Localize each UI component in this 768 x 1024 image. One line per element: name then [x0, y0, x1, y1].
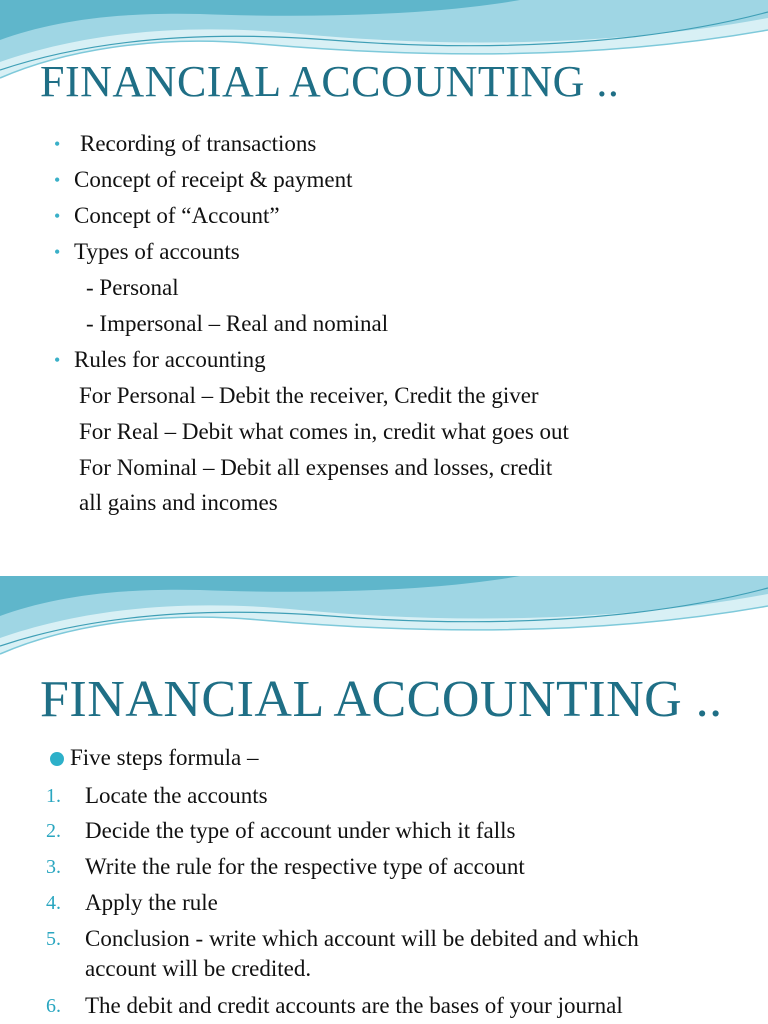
bullet-text: Types of accounts: [74, 239, 240, 264]
step-number: 6.: [46, 995, 61, 1017]
slide-title: FINANCIAL ACCOUNTING ..: [40, 57, 620, 106]
step-text: Write the rule for the respective type of account: [85, 854, 525, 879]
step-text: Locate the accounts: [85, 783, 268, 808]
bullet-text: Concept of receipt & payment: [74, 167, 353, 192]
step-number: 3.: [46, 856, 61, 878]
rule-text: For Real – Debit what comes in, credit what goes out: [79, 419, 569, 444]
rule-text: For Nominal – Debit all expenses and losses, credit: [79, 455, 553, 480]
step-text: Conclusion - write which account will be debited and which: [85, 926, 639, 951]
large-bullet-dot-icon: [50, 752, 64, 766]
step-number: 5.: [46, 928, 61, 950]
rule-text: For Personal – Debit the receiver, Credit the giver: [79, 383, 539, 408]
bullet-dot-icon: •: [54, 170, 61, 190]
slide-2: [0, 576, 768, 1024]
bullet-dot-icon: •: [54, 350, 61, 370]
slide-title: FINANCIAL ACCOUNTING ..: [40, 671, 723, 728]
header-swoosh-decoration: [0, 576, 768, 666]
step-text-continued: account will be credited.: [85, 956, 312, 981]
step-text: Apply the rule: [85, 890, 218, 915]
sub-item-text: - Impersonal – Real and nominal: [86, 311, 389, 336]
step-number: 2.: [46, 820, 61, 842]
bullet-text: Recording of transactions: [80, 131, 317, 156]
bullet-text: Concept of “Account”: [74, 203, 280, 228]
bullet-dot-icon: •: [54, 134, 61, 154]
step-text: Decide the type of account under which it falls: [85, 818, 516, 843]
sub-item-text: - Personal: [86, 275, 179, 300]
step-text: The debit and credit accounts are the bases of your journal: [85, 993, 623, 1018]
bullet-text: Rules for accounting: [74, 347, 266, 372]
slide-separator: [0, 566, 768, 576]
bullet-dot-icon: •: [54, 206, 61, 226]
rule-text: all gains and incomes: [79, 490, 278, 515]
intro-text: Five steps formula –: [70, 745, 259, 770]
step-number: 1.: [46, 785, 61, 807]
step-number: 4.: [46, 892, 61, 914]
bullet-dot-icon: •: [54, 242, 61, 262]
